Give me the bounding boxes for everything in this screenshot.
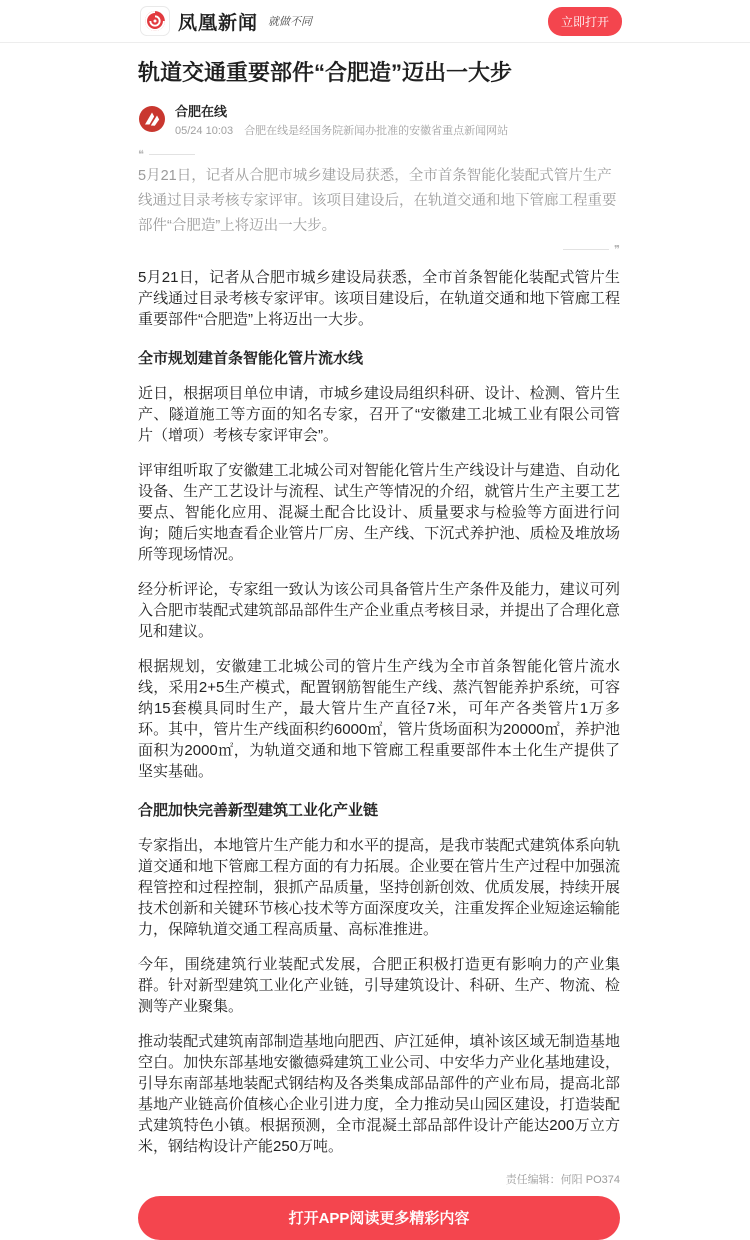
article-paragraph: 推动装配式建筑南部制造基地向肥西、庐江延伸，填补该区域无制造基地空白。加快东部基地安徽德舜建筑工业公司、中安华力产业化基地建设，引导东南部基地装配式钢结构及各类集成部品部件的产业布局，提高北部基地产业链高价值核心企业引进力度，全力推动吴山园区建设，打造装配式建筑特色小镇。根据预测，全市混凝土部品部件设计产能达200万立方米，钢结构设计产能250万吨。	[138, 1032, 620, 1155]
article-paragraph: 5月21日，记者从合肥市城乡建设局获悉，全市首条智能化装配式管片生产线通过目录考核专家评审。该项目建设后，在轨道交通和地下管廊工程重要部件“合肥造”上将迈出一大步。	[138, 268, 620, 328]
quote-open-icon: ❝	[138, 148, 144, 161]
article-paragraph: 近日，根据项目单位申请，市城乡建设局组织科研、设计、检测、管片生产、隧道施工等方面的知名专家，召开了“安徽建工北城工业有限公司管片（增项）考核专家评审会”。	[138, 384, 620, 444]
phoenix-logo-icon	[140, 6, 170, 36]
open-app-read-more-button[interactable]: 打开APP阅读更多精彩内容	[138, 1196, 620, 1240]
author-avatar	[138, 105, 166, 133]
article-summary-block	[138, 150, 620, 255]
open-app-now-button[interactable]: 立即打开	[548, 7, 622, 36]
editor-credit: 责任编辑：何阳 PO374	[505, 1173, 620, 1186]
article-paragraph: 经分析评论，专家组一致认为该公司具备管片生产条件及能力，建议可列入合肥市装配式建筑部品部件生产企业重点考核目录，并提出了合理化意见和建议。	[138, 580, 620, 640]
author-description: 合肥在线是经国务院新闻办批准的安徽省重点新闻网站	[244, 124, 509, 137]
article-container	[138, 59, 620, 1240]
article-paragraph: 根据规划，安徽建工北城公司的管片生产线为全市首条智能化管片流水线，采用2+5生产模式，配置钢筋智能生产线、蒸汽智能养护系统，可容纳15套模具同时生产，最大管片生产直径7米，可年产各类管片1万多环。其中，管片生产线面积约6000㎡，管片货场面积为20000㎡，养护池面积为2000㎡，为轨道交通和地下管廊工程重要部件本土化生产提供了坚实基础。	[138, 657, 620, 780]
brand-slogan: 就做不同	[268, 15, 313, 28]
author-meta	[175, 122, 508, 138]
author-row[interactable]	[138, 101, 620, 138]
article-body	[138, 267, 620, 1157]
article-subheading: 全市规划建首条智能化管片流水线	[138, 349, 364, 367]
article-subheading: 合肥加快完善新型建筑工业化产业链	[138, 801, 379, 819]
quote-close-decoration	[138, 245, 620, 255]
article-paragraph: 今年，围绕建筑行业装配式发展，合肥正积极打造更有影响力的产业集群。针对新型建筑工业化产业链，引导建筑设计、科研、生产、物流、检测等产业聚集。	[138, 955, 620, 1015]
quote-open-decoration	[138, 150, 620, 160]
article-summary: 5月21日，记者从合肥市城乡建设局获悉，全市首条智能化装配式管片生产线通过目录考核专家评审。该项目建设后，在轨道交通和地下管廊工程重要部件“合肥造”上将迈出一大步。	[138, 167, 617, 234]
article-title: 轨道交通重要部件“合肥造”迈出一大步	[138, 60, 513, 85]
article-paragraph: 评审组听取了安徽建工北城公司对智能化管片生产线设计与建造、自动化设备、生产工艺设计与流程、试生产等情况的介绍，就管片生产主要工艺要点、智能化应用、混凝土配合比设计、质量要求与检验等方面进行问询；随后实地查看企业管片厂房、生产线、下沉式养护池、质检及堆放场所等现场情况。	[138, 461, 620, 563]
publish-time: 05/24 10:03	[175, 124, 234, 137]
article-paragraph: 专家指出，本地管片生产能力和水平的提高，是我市装配式建筑体系向轨道交通和地下管廊工程方面的有力拓展。企业要在管片生产过程中加强流程管控和过程控制，狠抓产品质量，坚持创新创效、优质发展，持续开展技术创新和关键环节核心技术等方面深度攻关，注重发挥企业短途运输能力，保障轨道交通工程高质量、高标准推进。	[138, 836, 620, 938]
top-bar	[0, 0, 750, 43]
quote-close-icon: ❞	[614, 243, 620, 256]
brand-name: 凤凰新闻	[178, 11, 259, 34]
author-name[interactable]: 合肥在线	[175, 103, 228, 119]
brand[interactable]	[140, 6, 312, 36]
